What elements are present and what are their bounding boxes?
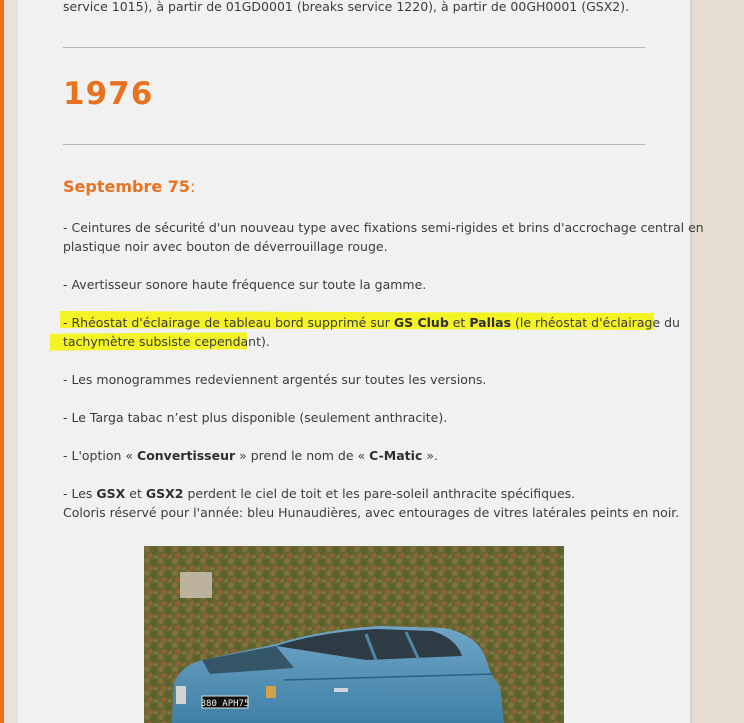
gsx-text-a: - Les: [63, 486, 97, 501]
option-c-matic: C-Matic: [369, 448, 423, 463]
item-horn: - Avertisseur sonore haute fréquence sur toute la gamme.: [63, 277, 427, 292]
year-heading: 1976: [63, 76, 154, 112]
item-seatbelts-line2: plastique noir avec bouton de déverrouillage rouge.: [63, 239, 388, 254]
item-targa: - Le Targa tabac n’est plus disponible (seulement anthracite).: [63, 410, 448, 425]
citroen-gs-photo-illustration: [144, 546, 564, 723]
content-border: [690, 0, 692, 723]
rheostat-gs-club: GS Club: [393, 315, 449, 330]
option-convertisseur: Convertisseur: [137, 448, 236, 463]
item-rheostat-line1: [63, 313, 680, 332]
gsx2-model: GSX2: [145, 486, 184, 501]
option-text-c: » prend le nom de «: [235, 448, 370, 463]
rheostat-text-c: et: [448, 315, 470, 330]
car-photo: [144, 546, 564, 723]
item-monograms: - Les monogrammes redeviennent argentés sur toutes les versions.: [63, 372, 487, 387]
paragraph-serial-numbers: service 1015), à partir de 01GD0001 (breaks service 1220), à partir de 00GH0001 (GSX2).: [63, 0, 630, 14]
rheostat-pallas: Pallas: [469, 315, 512, 330]
item-gsx: [63, 484, 575, 503]
rheostat-text-e: (le rhéostat d'éclairage du: [511, 315, 680, 330]
month-colon: :: [190, 177, 196, 196]
option-text-e: ».: [422, 448, 438, 463]
gsx-text-e: perdent le ciel de toit et les pare-soleil anthracite spécifiques.: [183, 486, 576, 501]
gsx-model: GSX: [96, 486, 126, 501]
rheostat-text-a: - Rhéostat d'éclairage de tableau bord supprimé sur: [63, 315, 394, 330]
month-heading: [63, 177, 195, 196]
item-option: [63, 446, 438, 465]
left-margin: [4, 0, 18, 723]
option-text-a: - L'option «: [63, 448, 138, 463]
divider-year: [63, 144, 645, 145]
item-coloris: Coloris réservé pour l'année: bleu Hunaudières, avec entourages de vitres latérales peints en noir.: [63, 505, 680, 520]
item-seatbelts-line1: - Ceintures de sécurité d'un nouveau type avec fixations semi-rigides et brins d'accrochage central en: [63, 220, 704, 235]
item-rheostat-line2: tachymètre subsiste cependant).: [63, 334, 270, 349]
gsx-text-c: et: [125, 486, 146, 501]
divider-top: [63, 47, 645, 48]
license-plate: 380 APH75: [200, 699, 250, 709]
month-label: Septembre 75: [63, 177, 191, 196]
